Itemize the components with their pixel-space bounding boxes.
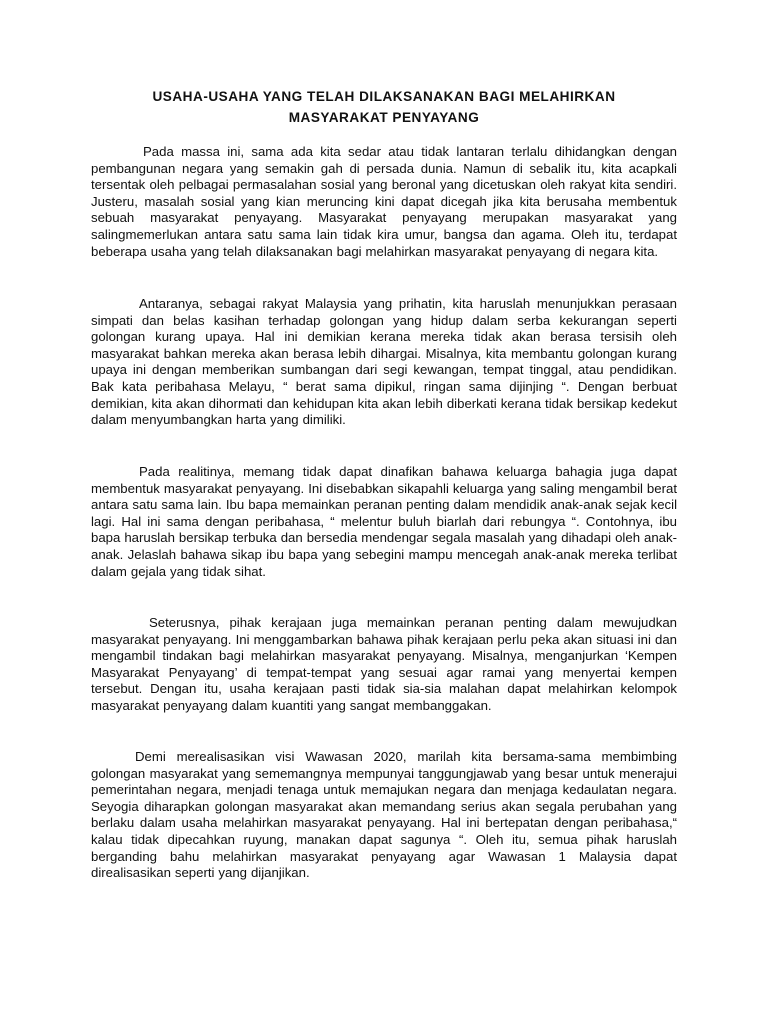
paragraph-intro: Pada massa ini, sama ada kita sedar atau tidak lantaran terlalu dihidangkan dengan pembangunan negara yang semakin gah di persada dunia. Namun di sebalik itu, kita acapkali tersentak oleh pelbagai permasalahan sosial yang beronal yang dicetuskan oleh rakyat kita sendiri. Justeru, masalah sosial yang kian meruncing kini dapat dicegah jika kita berusaha membentuk sebuah masyarakat penyayang. Masyarakat penyayang merupakan masyarakat yang salingmemerlukan antara satu sama lain tidak kira umur, bangsa dan agama. Oleh itu, terdapat beberapa usaha yang telah dilaksanakan bagi melahirkan masyarakat penyayang di negara kita. — [91, 144, 677, 259]
paragraph-2: Antaranya, sebagai rakyat Malaysia yang prihatin, kita haruslah menunjukkan perasaan simpati dan belas kasihan terhadap golongan yang hidup dalam serba kekurangan seperti golongan kurang upaya. Hal ini demikian kerana mereka tidak akan berasa tersisih oleh masyarakat bahkan mereka akan berasa lebih dihargai. Misalnya, kita membantu golongan kurang upaya ini dengan memberikan sumbangan dari segi kewangan, tempat tinggal, atau pendidikan. Bak kata peribahasa Melayu, “ berat sama dipikul, ringan sama dijinjing “. Dengan berbuat demikian, kita akan dihormati dan kehidupan kita akan lebih diberkati kerana tidak bersikap kedekut dalam menyumbangkan harta yang dimiliki. — [91, 296, 677, 428]
title-line-1: USAHA-USAHA YANG TELAH DILAKSANAKAN BAGI MELAHIRKAN — [152, 89, 616, 104]
paragraph-3: Pada realitinya, memang tidak dapat dinafikan bahawa keluarga bahagia juga dapat membentuk masyarakat penyayang. Ini disebabkan sikapahli keluarga yang saling mengambil berat antara satu sama lain. Ibu bapa memainkan peranan penting dalam mendidik anak-anak sejak kecil lagi. Hal ini sama dengan peribahasa, “ melentur buluh biarlah dari rebungya “. Contohnya, ibu bapa haruslah bersikap terbuka dan bersedia mendengar segala masalah yang dihadapi oleh anak-anak. Jelaslah bahawa sikap ibu bapa yang sebegini mampu mencegah anak-anak mereka terlibat dalam gejala yang tidak sihat. — [91, 464, 677, 579]
paragraph-conclusion: Demi merealisasikan visi Wawasan 2020, marilah kita bersama-sama membimbing golongan masyarakat yang sememangnya mempunyai tanggungjawab yang besar untuk menerajui pemerintahan negara, menjadi tenaga untuk memajukan negara dan menjaga kedaulatan negara. Seyogia diharapkan golongan masyarakat akan memandang serius akan segala perubahan yang berlaku dalam usaha melahirkan masyarakat penyayang. Hal ini bertepatan dengan peribahasa,“ kalau tidak dipecahkan ruyung, manakan dapat sagunya “. Oleh itu, semua pihak haruslah berganding bahu melahirkan masyarakat penyayang agar Wawasan 1 Malaysia dapat direalisasikan seperti yang dijanjikan. — [91, 749, 677, 881]
paragraph-4: Seterusnya, pihak kerajaan juga memainkan peranan penting dalam mewujudkan masyarakat penyayang. Ini menggambarkan bahawa pihak kerajaan perlu peka akan situasi ini dan mengambil tindakan bagi melahirkan masyarakat penyayang. Misalnya, menganjurkan ‘Kempen Masyarakat Penyayang’ di tempat-tempat yang sesuai agar ramai yang menyertai kempen tersebut. Dengan itu, usaha kerajaan pasti tidak sia-sia malahan dapat melahirkan kelompok masyarakat penyayang dalam kuantiti yang sangat membanggakan. — [91, 615, 677, 713]
title-line-2: MASYARAKAT PENYAYANG — [288, 110, 480, 125]
document-title — [80, 86, 688, 128]
